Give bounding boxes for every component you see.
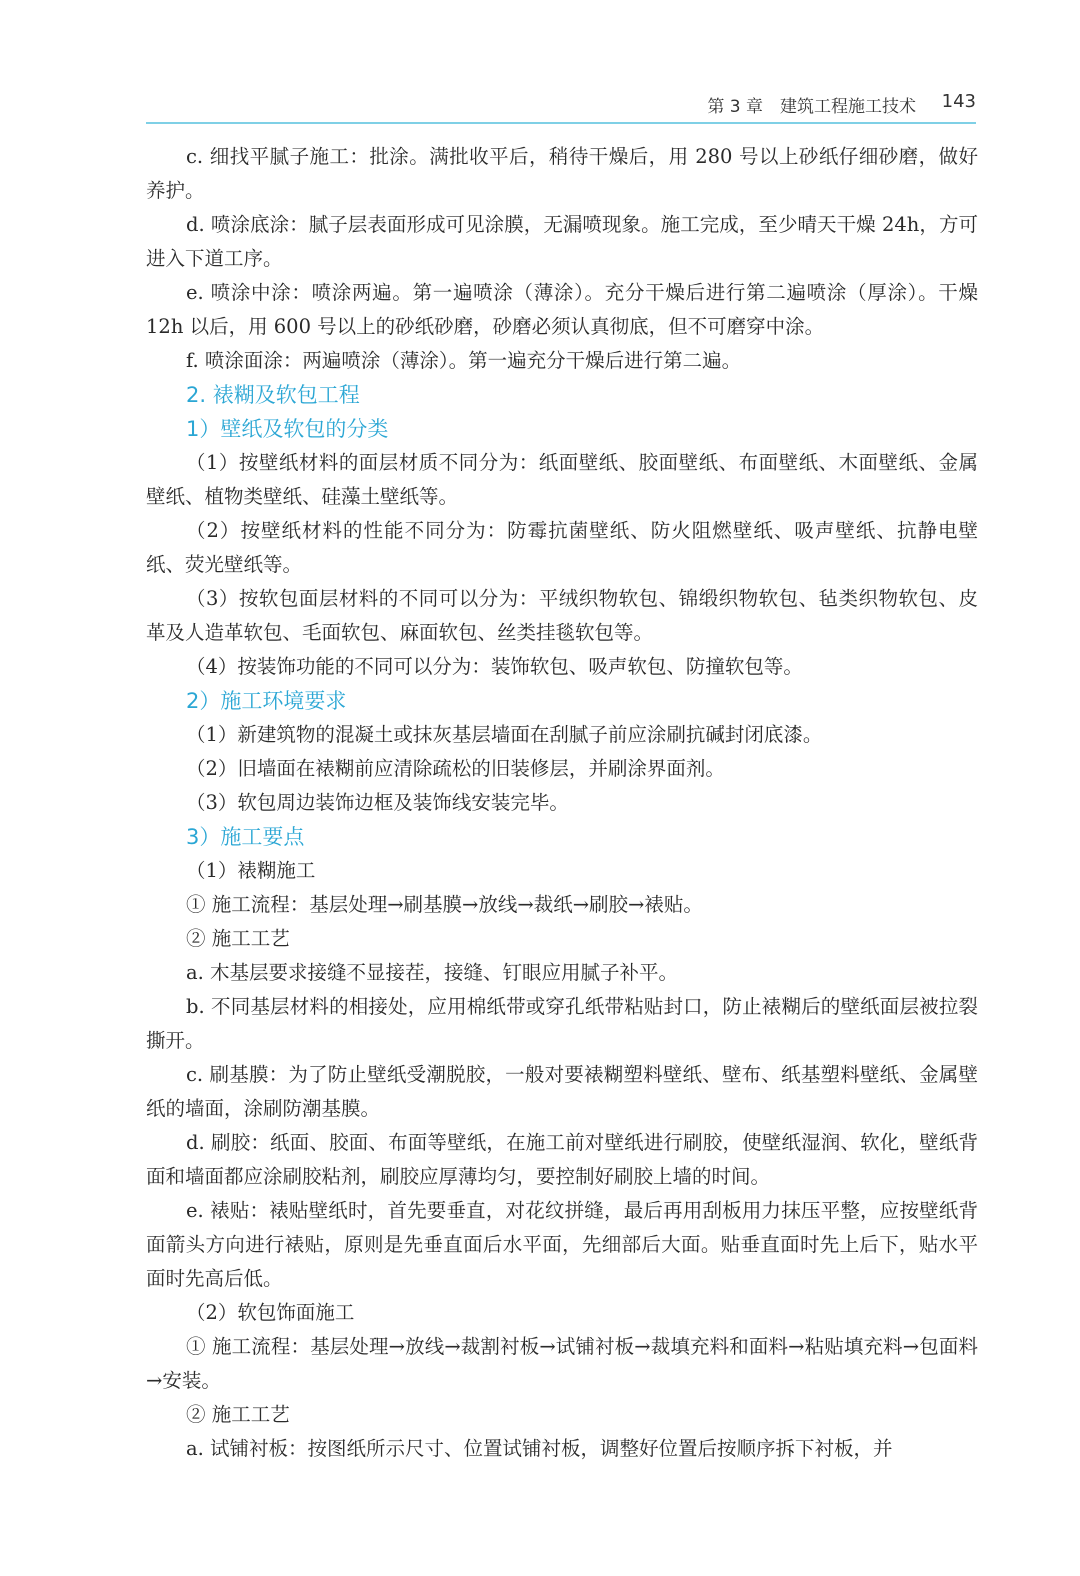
paragraph: （1）裱糊施工 [186, 859, 316, 882]
running-header [146, 88, 976, 124]
paragraph: c. 刷基膜：为了防止壁纸受潮脱胶，一般对要裱糊塑料壁纸、壁布、纸基塑料壁纸、金属壁纸的墙面，涂刷防潮基膜。 [146, 1063, 978, 1120]
paragraph: a. 试铺衬板：按图纸所示尺寸、位置试铺衬板，调整好位置后按顺序拆下衬板，并 [186, 1437, 893, 1460]
paragraph: ② 施工工艺 [186, 1403, 290, 1426]
subsection-heading: 3）施工要点 [186, 825, 305, 849]
body-text [146, 140, 978, 1466]
paragraph: （2）按壁纸材料的性能不同分为：防霉抗菌壁纸、防火阻燃壁纸、吸声壁纸、抗静电壁纸、荧光壁纸等。 [146, 519, 978, 576]
page-number: 143 [941, 91, 976, 112]
paragraph: e. 喷涂中涂：喷涂两遍。第一遍喷涂（薄涂）。充分干燥后进行第二遍喷涂（厚涂）。干燥 12h 以后，用 600 号以上的砂纸砂磨，砂磨必须认真彻底，但不可磨穿中涂。 [146, 281, 978, 338]
subsection-heading: 2）施工环境要求 [186, 689, 347, 713]
paragraph: e. 裱贴：裱贴壁纸时，首先要垂直，对花纹拼缝，最后再用刮板用力抹压平整，应按壁纸背面箭头方向进行裱贴，原则是先垂直面后水平面，先细部后大面。贴垂直面时先上后下，贴水平面时先高后低。 [146, 1199, 978, 1290]
paragraph: ② 施工工艺 [186, 927, 290, 950]
paragraph: （4）按装饰功能的不同可以分为：装饰软包、吸声软包、防撞软包等。 [186, 655, 803, 678]
chapter-title: 第 3 章 建筑工程施工技术 [707, 97, 916, 117]
paragraph: ① 施工流程：基层处理→放线→裁割衬板→试铺衬板→裁填充料和面料→粘贴填充料→包面料→安装。 [146, 1335, 978, 1392]
section-heading: 2. 裱糊及软包工程 [186, 383, 360, 407]
subsection-heading: 1）壁纸及软包的分类 [186, 417, 389, 441]
paragraph: f. 喷涂面涂：两遍喷涂（薄涂）。第一遍充分干燥后进行第二遍。 [186, 349, 742, 372]
paragraph: ① 施工流程：基层处理→刷基膜→放线→裁纸→刷胶→裱贴。 [186, 893, 703, 916]
paragraph: c. 细找平腻子施工：批涂。满批收平后，稍待干燥后，用 280 号以上砂纸仔细砂磨，做好养护。 [146, 145, 978, 202]
paragraph: d. 喷涂底涂：腻子层表面形成可见涂膜，无漏喷现象。施工完成，至少晴天干燥 24h，方可进入下道工序。 [146, 213, 978, 270]
paragraph: b. 不同基层材料的相接处，应用棉纸带或穿孔纸带粘贴封口，防止裱糊后的壁纸面层被拉裂撕开。 [146, 995, 978, 1052]
paragraph: （2）旧墙面在裱糊前应清除疏松的旧装修层，并刷涂界面剂。 [186, 757, 725, 780]
paragraph: （1）按壁纸材料的面层材质不同分为：纸面壁纸、胶面壁纸、布面壁纸、木面壁纸、金属壁纸、植物类壁纸、硅藻土壁纸等。 [146, 451, 978, 508]
paragraph: （3）按软包面层材料的不同可以分为：平绒织物软包、锦缎织物软包、毡类织物软包、皮革及人造革软包、毛面软包、麻面软包、丝类挂毯软包等。 [146, 587, 978, 644]
paragraph: a. 木基层要求接缝不显接茬，接缝、钉眼应用腻子补平。 [186, 961, 679, 984]
paragraph: （1）新建筑物的混凝土或抹灰基层墙面在刮腻子前应涂刷抗碱封闭底漆。 [186, 723, 823, 746]
paragraph: d. 刷胶：纸面、胶面、布面等壁纸，在施工前对壁纸进行刷胶，使壁纸湿润、软化，壁纸背面和墙面都应涂刷胶粘剂，刷胶应厚薄均匀，要控制好刷胶上墙的时间。 [146, 1131, 978, 1188]
paragraph: （3）软包周边装饰边框及装饰线安装完毕。 [186, 791, 569, 814]
paragraph: （2）软包饰面施工 [186, 1301, 355, 1324]
